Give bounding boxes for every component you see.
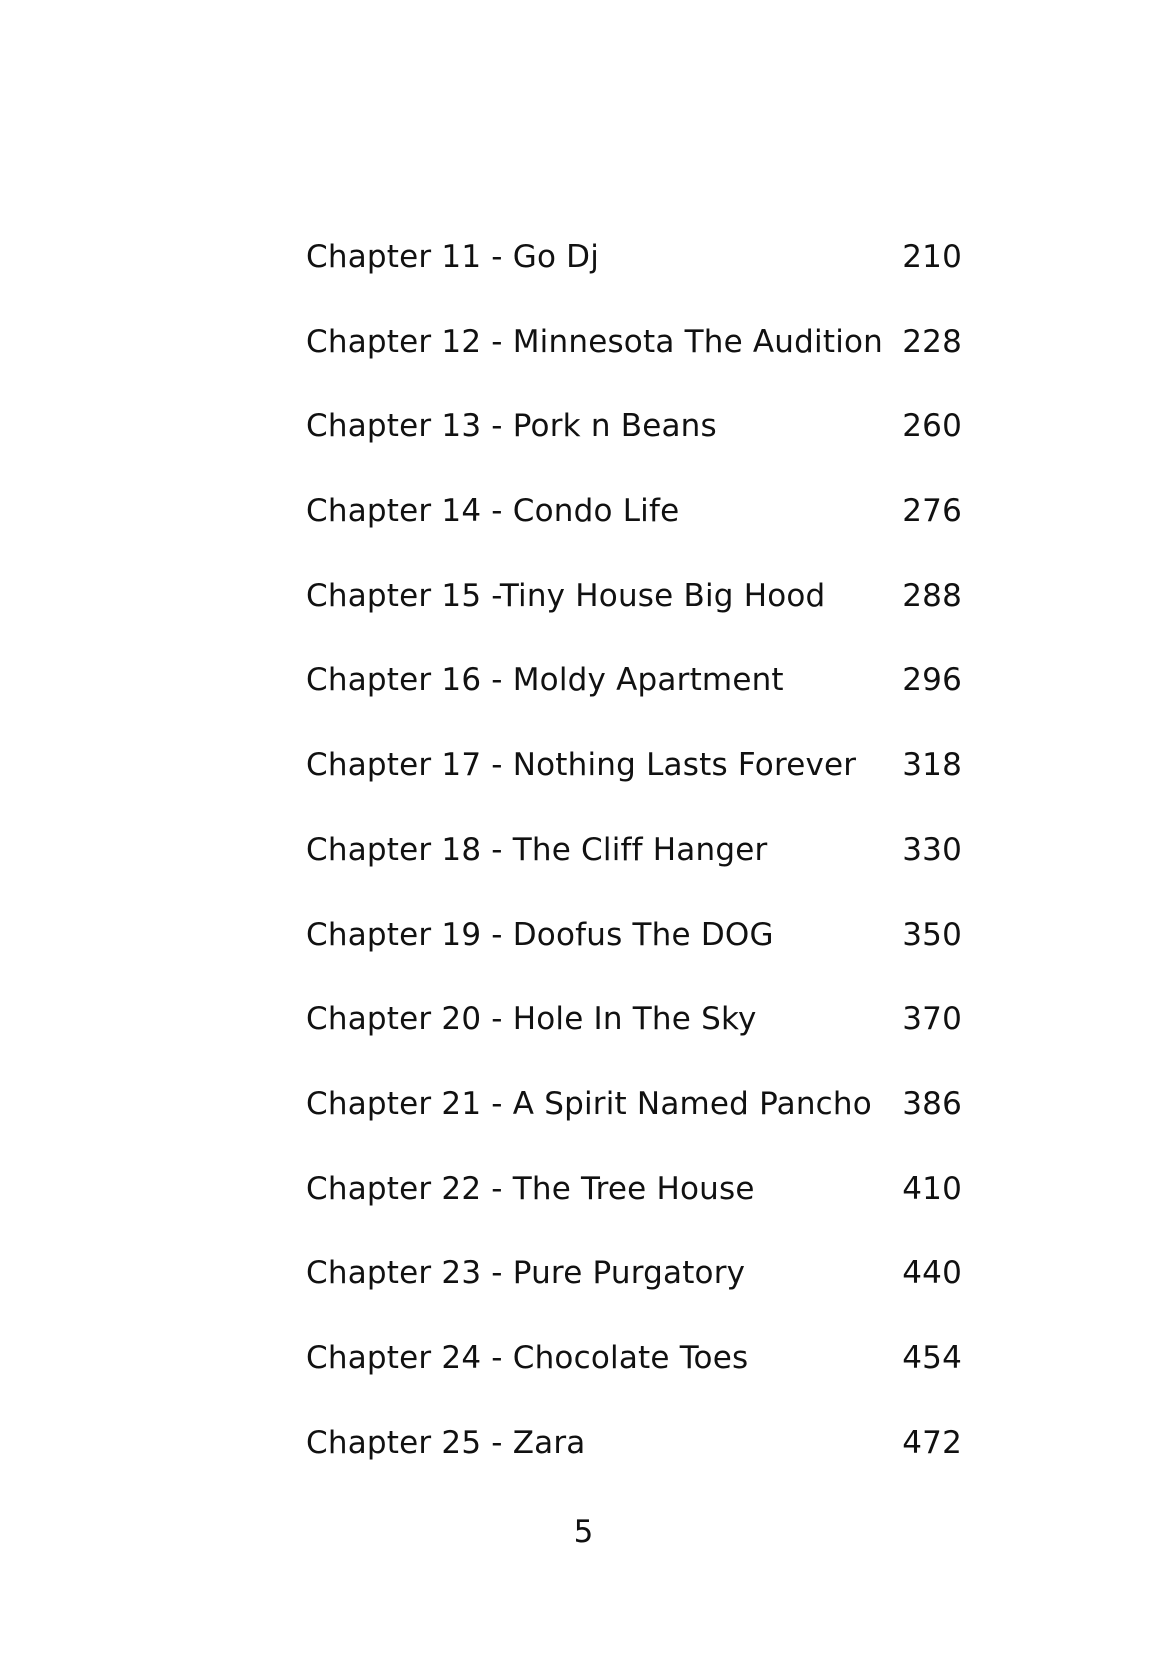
toc-entry-title: Chapter 25 - Zara <box>306 1424 586 1461</box>
toc-entry <box>306 394 962 479</box>
toc-entry-title: Chapter 17 - Nothing Lasts Forever <box>306 747 857 784</box>
toc-entry-title: Chapter 12 - Minnesota The Audition <box>306 323 884 360</box>
toc-entry <box>306 733 962 818</box>
toc-entry-page: 454 <box>902 1339 962 1376</box>
toc-entry-title: Chapter 23 - Pure Purgatory <box>306 1255 746 1292</box>
toc-entry-title: Chapter 11 - Go Dj <box>306 239 600 275</box>
page-number: 5 <box>573 1514 594 1550</box>
toc-entry <box>306 648 962 733</box>
toc-entry-page: 318 <box>902 747 962 784</box>
toc-entry-page: 210 <box>902 239 962 275</box>
toc-entry-title: Chapter 16 - Moldy Apartment <box>306 662 784 699</box>
table-of-contents <box>306 225 962 1495</box>
toc-entry-page: 330 <box>902 831 962 868</box>
toc-entry <box>306 1326 962 1411</box>
toc-entry-page: 472 <box>902 1424 962 1461</box>
toc-entry <box>306 479 962 564</box>
toc-entry-title: Chapter 20 - Hole In The Sky <box>306 1001 757 1038</box>
toc-entry-page: 440 <box>902 1255 962 1292</box>
toc-entry-title: Chapter 14 - Condo Life <box>306 493 680 530</box>
toc-entry <box>306 818 962 903</box>
toc-entry-page: 386 <box>902 1085 962 1122</box>
toc-entry-page: 410 <box>902 1170 962 1207</box>
toc-entry <box>306 225 962 310</box>
toc-entry-page: 370 <box>902 1001 962 1038</box>
toc-entry <box>306 1241 962 1326</box>
toc-entry <box>306 1157 962 1242</box>
toc-entry <box>306 310 962 395</box>
toc-entry-page: 276 <box>902 493 962 530</box>
toc-entry-title: Chapter 13 - Pork n Beans <box>306 408 717 445</box>
toc-entry-title: Chapter 18 - The Cliff Hanger <box>306 831 768 868</box>
toc-entry <box>306 564 962 649</box>
toc-entry <box>306 1072 962 1157</box>
toc-entry <box>306 1411 962 1496</box>
toc-entry-title: Chapter 22 - The Tree House <box>306 1170 755 1207</box>
toc-entry-title: Chapter 24 - Chocolate Toes <box>306 1339 749 1376</box>
toc-entry-title: Chapter 19 - Doofus The DOG <box>306 916 774 953</box>
toc-entry-page: 350 <box>902 916 962 953</box>
toc-entry-page: 228 <box>902 323 962 360</box>
toc-entry-title: Chapter 15 -Tiny House Big Hood <box>306 577 826 614</box>
toc-entry <box>306 903 962 988</box>
toc-entry-page: 296 <box>902 662 962 699</box>
toc-entry <box>306 987 962 1072</box>
toc-entry-page: 288 <box>902 577 962 614</box>
toc-entry-page: 260 <box>902 408 962 445</box>
toc-entry-title: Chapter 21 - A Spirit Named Pancho <box>306 1085 872 1122</box>
